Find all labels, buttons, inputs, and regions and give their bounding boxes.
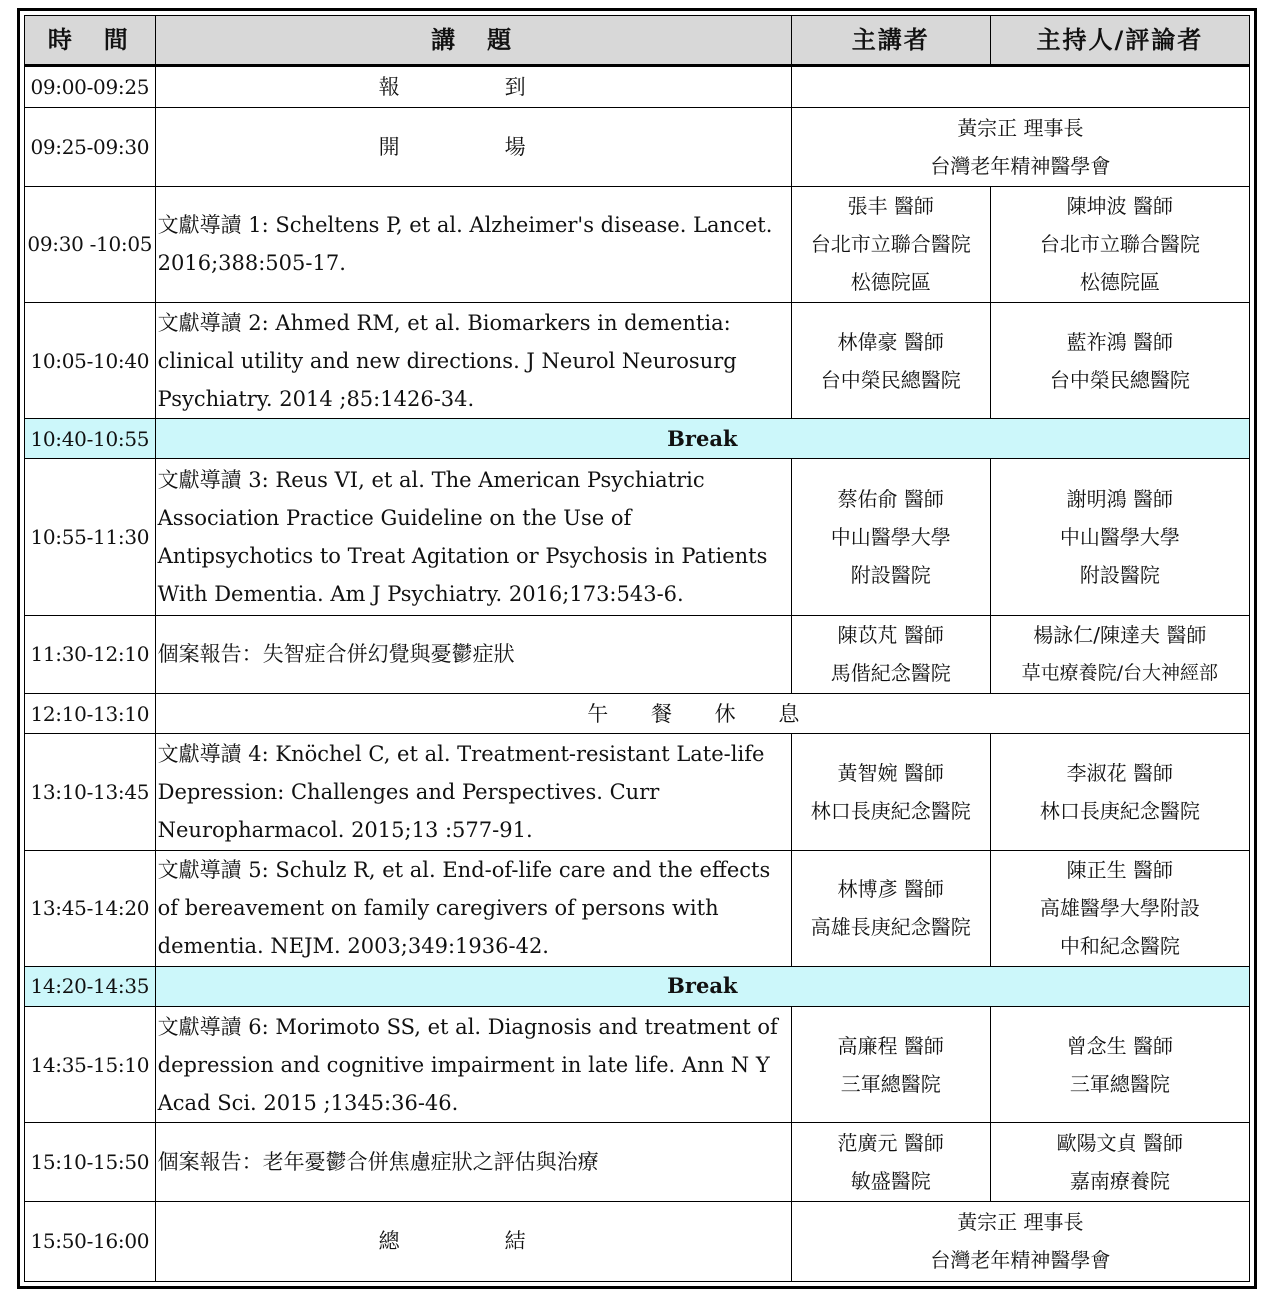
- speaker-cell: [791, 302, 990, 418]
- header-moderator: 主持人/評論者: [990, 16, 1249, 66]
- moderator-name: 陳坤波 醫師: [1066, 194, 1174, 219]
- speaker-cell: [791, 459, 990, 615]
- speaker-cell: [791, 850, 990, 966]
- topic-cell: 文獻導讀 5: Schulz R, et al. End-of-life care and the effects of bereavement on family caregivers of persons with dementia. NEJM. 2003;349:1936-42.: [155, 850, 791, 966]
- time-cell: 14:35-15:10: [25, 1007, 156, 1123]
- time-cell: 13:10-13:45: [25, 734, 156, 850]
- moderator-name: 陳正生 醫師: [1066, 858, 1174, 883]
- moderator-name: 歐陽文貞 醫師: [1056, 1131, 1184, 1156]
- time-cell: 09:25-09:30: [25, 108, 156, 186]
- header-row: [25, 16, 1250, 66]
- moderator-cell: [990, 1123, 1249, 1201]
- topic-cell: 文獻導讀 1: Scheltens P, et al. Alzheimer's disease. Lancet. 2016;388:505-17.: [155, 186, 791, 302]
- speaker-affiliation: 高雄長庚紀念醫院: [810, 915, 971, 940]
- moderator-affiliation: 林口長庚紀念醫院: [1039, 798, 1200, 823]
- speaker-affiliation: 台中榮民總醫院: [820, 367, 961, 392]
- time-cell: 15:10-15:50: [25, 1123, 156, 1201]
- time-cell: 13:45-14:20: [25, 850, 156, 966]
- speaker-name: 黃智婉 醫師: [837, 760, 944, 785]
- speaker-affiliation: 台北市立聯合醫院: [810, 232, 971, 257]
- moderator-affiliation: 松德院區: [1079, 270, 1160, 295]
- moderator-name: 曾念生 醫師: [1066, 1033, 1174, 1058]
- topic-cell: 總 結: [155, 1201, 791, 1281]
- speaker-affiliation: 三軍總醫院: [840, 1071, 941, 1096]
- time-cell: 11:30-12:10: [25, 615, 156, 693]
- speaker-name: 林博彥 醫師: [837, 877, 944, 902]
- moderator-name: 藍祚鴻 醫師: [1066, 329, 1174, 354]
- header-time: 時 間: [25, 16, 156, 66]
- time-cell: 10:40-10:55: [25, 419, 156, 459]
- header-speaker: 主講者: [791, 16, 990, 66]
- speaker-affiliation: 附設醫院: [850, 563, 931, 588]
- speaker-cell: [791, 615, 990, 693]
- table-row: [25, 1123, 1250, 1201]
- speaker-name: 蔡佑俞 醫師: [837, 487, 944, 512]
- table-row: [25, 108, 1250, 186]
- moderator-affiliation: 草屯療養院/台大神經部: [1021, 662, 1219, 685]
- table-row: [25, 850, 1250, 966]
- host-cell: [791, 1201, 1249, 1281]
- speaker-name: 林偉豪 醫師: [837, 329, 944, 354]
- host-cell: [791, 66, 1249, 108]
- topic-cell: 文獻導讀 6: Morimoto SS, et al. Diagnosis and treatment of depression and cognitive impairment in late life. Ann N Y Acad Sci. 2015 ;1345:36-46.: [155, 1007, 791, 1123]
- moderator-cell: [990, 615, 1249, 693]
- moderator-cell: [990, 186, 1249, 302]
- host-cell: [791, 108, 1249, 186]
- time-cell: 10:55-11:30: [25, 459, 156, 615]
- agenda-frame: [17, 8, 1257, 1289]
- break-row: [25, 966, 1250, 1006]
- speaker-affiliation: 馬偕紀念醫院: [830, 661, 951, 686]
- topic-cell: 文獻導讀 2: Ahmed RM, et al. Biomarkers in dementia: clinical utility and new directions. J Neurol Neurosurg Psychiatry. 2014 ;85:1426-34.: [155, 302, 791, 418]
- moderator-cell: [990, 850, 1249, 966]
- speaker-name: 范廣元 醫師: [837, 1131, 944, 1156]
- topic-cell: 文獻導讀 4: Knöchel C, et al. Treatment-resistant Late-life Depression: Challenges and Perspectives. Curr Neuropharmacol. 2015;13 :577-91.: [155, 734, 791, 850]
- table-row: [25, 1201, 1250, 1281]
- topic-cell: 開 場: [155, 108, 791, 186]
- moderator-name: 楊詠仁/陳達夫 醫師: [1033, 623, 1207, 648]
- table-row: [25, 459, 1250, 615]
- host-affiliation: 台灣老年精神醫學會: [930, 1248, 1111, 1273]
- time-cell: 10:05-10:40: [25, 302, 156, 418]
- speaker-affiliation: 敏盛醫院: [850, 1169, 931, 1194]
- speaker-name: 高廉程 醫師: [837, 1033, 944, 1058]
- moderator-name: 李淑花 醫師: [1066, 760, 1174, 785]
- speaker-affiliation: 松德院區: [850, 270, 931, 295]
- moderator-affiliation: 三軍總醫院: [1069, 1071, 1170, 1096]
- break-label: Break: [155, 419, 1249, 459]
- host-name: 黃宗正 理事長: [957, 115, 1084, 140]
- time-cell: 09:00-09:25: [25, 66, 156, 108]
- host-affiliation: 台灣老年精神醫學會: [930, 153, 1111, 178]
- time-cell: 09:30 -10:05: [25, 186, 156, 302]
- header-topic: 講 題: [155, 16, 791, 66]
- lunch-row: [25, 694, 1250, 734]
- table-row: [25, 186, 1250, 302]
- moderator-affiliation: 中山醫學大學: [1059, 525, 1180, 550]
- agenda-table: [24, 15, 1250, 1282]
- break-label: Break: [155, 966, 1249, 1006]
- topic-cell: 報 到: [155, 66, 791, 108]
- speaker-name: 張丰 醫師: [847, 194, 934, 219]
- speaker-cell: [791, 186, 990, 302]
- time-cell: 15:50-16:00: [25, 1201, 156, 1281]
- speaker-affiliation: 林口長庚紀念醫院: [810, 798, 971, 823]
- moderator-affiliation: 台北市立聯合醫院: [1039, 232, 1200, 257]
- moderator-affiliation: 中和紀念醫院: [1059, 934, 1180, 959]
- break-row: [25, 419, 1250, 459]
- table-row: [25, 615, 1250, 693]
- speaker-cell: [791, 734, 990, 850]
- host-name: 黃宗正 理事長: [957, 1210, 1084, 1235]
- speaker-cell: [791, 1123, 990, 1201]
- lunch-label: 午 餐 休 息: [155, 694, 1249, 734]
- moderator-affiliation: 嘉南療養院: [1069, 1169, 1170, 1194]
- moderator-cell: [990, 302, 1249, 418]
- moderator-cell: [990, 459, 1249, 615]
- time-cell: 14:20-14:35: [25, 966, 156, 1006]
- table-row: [25, 734, 1250, 850]
- topic-cell: 文獻導讀 3: Reus VI, et al. The American Psychiatric Association Practice Guideline on the Use of Antipsychotics to Treat Agitation or Psychosis in Patients With Dementia. Am J Psychiatry. 2016;173:543-6.: [155, 459, 791, 615]
- speaker-cell: [791, 1007, 990, 1123]
- moderator-affiliation: 附設醫院: [1079, 563, 1160, 588]
- topic-cell: 個案報告：老年憂鬱合併焦慮症狀之評估與治療: [155, 1123, 791, 1201]
- moderator-affiliation: 台中榮民總醫院: [1049, 367, 1190, 392]
- table-row: [25, 1007, 1250, 1123]
- time-cell: 12:10-13:10: [25, 694, 156, 734]
- table-row: [25, 302, 1250, 418]
- moderator-cell: [990, 734, 1249, 850]
- table-row: [25, 66, 1250, 108]
- moderator-cell: [990, 1007, 1249, 1123]
- speaker-affiliation: 中山醫學大學: [830, 525, 951, 550]
- moderator-affiliation: 高雄醫學大學附設: [1039, 896, 1200, 921]
- topic-cell: 個案報告：失智症合併幻覺與憂鬱症狀: [155, 615, 791, 693]
- speaker-name: 陳苡芃 醫師: [837, 623, 944, 648]
- moderator-name: 謝明鴻 醫師: [1066, 487, 1174, 512]
